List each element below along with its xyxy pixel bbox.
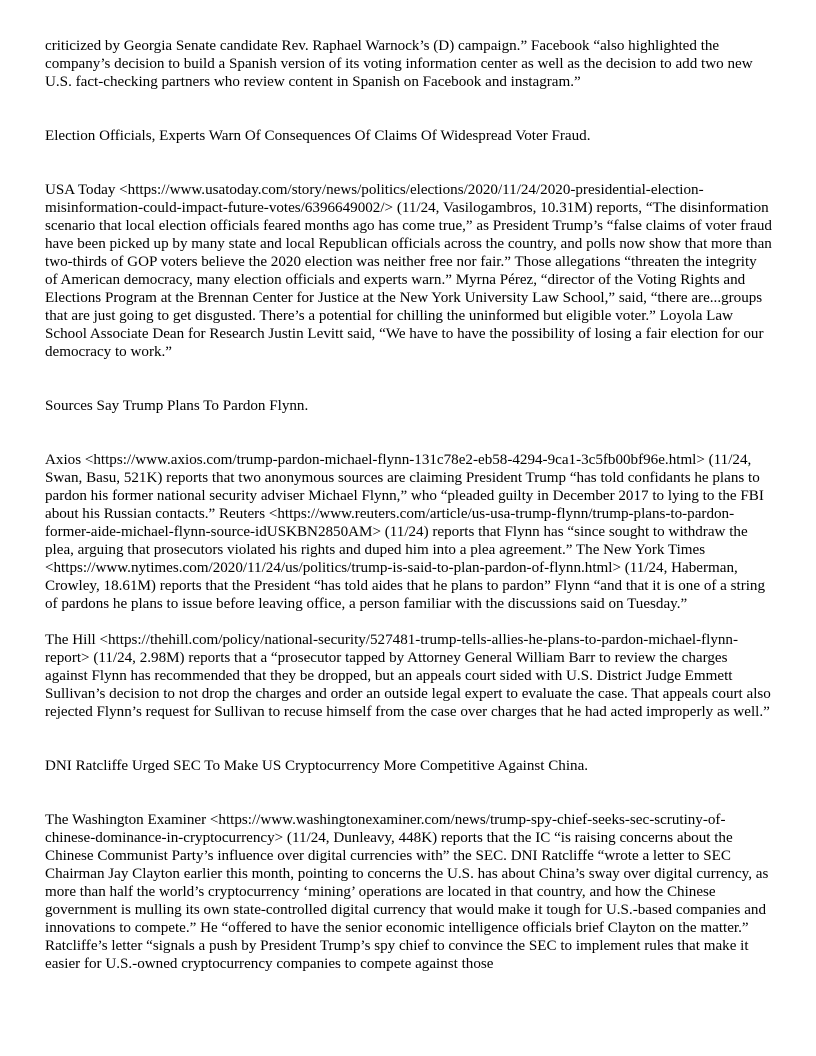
paragraph-washington-examiner: The Washington Examiner <https://www.washingtonexaminer.com/news/trump-spy-chief-seeks-sec-scrutiny-of-chinese-dominance-in-cryptocurrency> (11/24, Dunleavy, 448K) reports that the IC “is raising concerns about the Chinese Communist Party’s influence over digital currencies with” the SEC. DNI Ratcliffe “wrote a letter to SEC Chairman Jay Clayton earlier this month, pointing to concerns the U.S. has about China’s sway over digital currency, as more than half the world’s cryptocurrency ‘mining’ operations are located in that country, and how the Chinese government is mulling its own state-controlled digital currency that would make it tough for U.S.-based companies and innovations to compete.” He “offered to have the senior economic intelligence officials brief Clayton on the matter.” Ratcliffe’s letter “signals a push by President Trump’s spy chief to convince the SEC to implement rules that make it easier for U.S.-owned cryptocurrency companies to compete against those [45,812,769,972]
heading-ratcliffe: DNI Ratcliffe Urged SEC To Make US Cryptocurrency More Competitive Against China. [45,758,589,774]
paragraph-the-hill: The Hill <https://thehill.com/policy/national-security/527481-trump-tells-allies-he-plans-to-pardon-michael-flynn-report> (11/24, 2.98M) reports that a “prosecutor tapped by Attorney General William Barr to review the charges against Flynn has recommended that they be dropped, but an appeals court sided with U.S. District Judge Emmett Sullivan’s decision to not drop the charges and order an outside legal expert to evaluate the case. That appeals court also rejected Flynn’s request for Sullivan to recuse himself from the case over charges that he had acted improperly as well.” [45,632,771,720]
paragraph-axios: Axios <https://www.axios.com/trump-pardon-michael-flynn-131c78e2-eb58-4294-9ca1-3c5fb00bf96e.html> (11/24, Swan, Basu, 521K) reports that two anonymous sources are claiming President Trump “has told confidants he plans to pardon his former national security adviser Michael Flynn,” who “pleaded guilty in December 2017 to lying to the FBI about his Russian contacts.” Reuters <https://www.reuters.com/article/us-usa-trump-flynn/trump-plans-to-pardon-former-aide-michael-flynn-source-idUSKBN2850AM> (11/24) reports that Flynn has “since sought to withdraw the plea, arguing that prosecutors violated his rights and duped him into a plea agreement.” The New York Times <https://www.nytimes.com/2020/11/24/us/politics/trump-is-said-to-plan-pardon-of-flynn.html> (11/24, Haberman, Crowley, 18.61M) reports that the President “has told aides that he plans to pardon” Flynn “and that it is one of a string of pardons he plans to issue before leaving office, a person familiar with the discussions said on Tuesday.” [45,452,766,612]
paragraph-intro: criticized by Georgia Senate candidate Rev. Raphael Warnock’s (D) campaign.” Facebook “also highlighted the company’s decision to build a Spanish version of its voting information center as well as the decision to add two new U.S. fact-checking partners who review content in Spanish on Facebook and instagram.” [45,38,753,90]
paragraph-usa-today: USA Today <https://www.usatoday.com/story/news/politics/elections/2020/11/24/2020-presidential-election-misinformation-could-impact-future-votes/6396649002/> (11/24, Vasilogambros, 10.31M) reports, “The disinformation scenario that local election officials feared months ago has come true,” as President Trump’s “false claims of voter fraud have been picked up by many state and local Republican officials across the country, and polls now show that more than two-thirds of GOP voters believe the 2020 election was neither free nor fair.” Those allegations “threaten the integrity of American democracy, many election officials and experts warn.” Myrna Pérez, “director of the Voting Rights and Elections Program at the Brennan Center for Justice at the New York University Law School,” said, “there are...groups that are just going to get disgusted. There’s a potential for chilling the uninformed but eligible voter.” Loyola Law School Associate Dean for Research Justin Levitt said, “We have to have the possibility of losing a fair election for our democracy to work.” [45,182,772,360]
heading-flynn: Sources Say Trump Plans To Pardon Flynn. [45,398,309,414]
document-page [45,37,773,973]
heading-voter-fraud: Election Officials, Experts Warn Of Consequences Of Claims Of Widespread Voter Fraud. [45,128,591,144]
